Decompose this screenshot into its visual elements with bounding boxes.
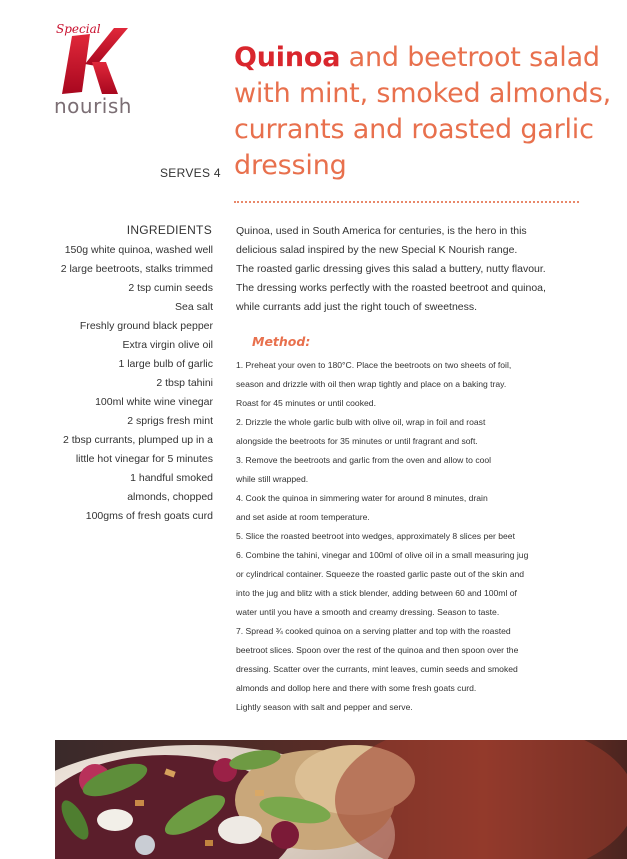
- title-rest: and beetroot salad with mint, smoked almonds, currants and roasted garlic dressing: [234, 42, 611, 181]
- method-line: 5. Slice the roasted beetroot into wedges, approximately 8 slices per beet: [236, 531, 515, 541]
- ingredient-item: Sea salt: [175, 301, 213, 313]
- method-line: 3. Remove the beetroots and garlic from the oven and allow to cool: [236, 455, 492, 465]
- intro-line: while currants add just the right touch of sweetness.: [236, 301, 478, 313]
- method-steps: [236, 356, 616, 717]
- method-line: 4. Cook the quinoa in simmering water for around 8 minutes, drain: [236, 493, 488, 503]
- ingredients-heading: INGREDIENTS: [126, 223, 212, 237]
- method-line: while still wrapped.: [236, 474, 309, 484]
- method-line: dressing. Scatter over the currants, mint leaves, cumin seeds and smoked: [236, 664, 518, 674]
- ingredient-item: Extra virgin olive oil: [122, 339, 213, 351]
- ingredient-item: 100ml white wine vinegar: [95, 396, 213, 408]
- method-line: almonds and dollop here and there with some fresh goats curd.: [236, 683, 477, 693]
- logo-nourish-text: nourish: [54, 94, 132, 118]
- ingredient-item: little hot vinegar for 5 minutes: [75, 453, 213, 465]
- intro-line: delicious salad inspired by the new Special K Nourish range.: [236, 244, 518, 256]
- serves-label: SERVES 4: [160, 166, 221, 180]
- ingredients-list: [30, 241, 213, 526]
- ingredient-item: 100gms of fresh goats curd: [85, 510, 213, 522]
- ingredient-item: 2 large beetroots, stalks trimmed: [60, 263, 213, 275]
- intro-paragraph: [236, 222, 616, 317]
- salad-photo: [55, 740, 627, 859]
- logo-special-text: Special: [56, 22, 101, 36]
- ingredient-item: Freshly ground black pepper: [79, 320, 213, 332]
- salad-photo-drawing: [55, 740, 627, 859]
- intro-line: Quinoa, used in South America for centuries, is the hero in this: [236, 225, 527, 237]
- method-line: beetroot slices. Spoon over the rest of the quinoa and then spoon over the: [236, 645, 519, 655]
- method-line: into the jug and blitz with a stick blender, adding between 60 and 100ml of: [236, 588, 517, 598]
- method-heading: Method:: [252, 334, 311, 349]
- recipe-title: [234, 40, 619, 184]
- ingredient-item: 150g white quinoa, washed well: [64, 244, 213, 256]
- intro-line: The dressing works perfectly with the roasted beetroot and quinoa,: [236, 282, 546, 294]
- method-line: or cylindrical container. Squeeze the roasted garlic paste out of the skin and: [236, 569, 525, 579]
- ingredient-item: 1 handful smoked: [130, 472, 213, 484]
- special-k-nourish-logo: [52, 22, 148, 122]
- intro-line: The roasted garlic dressing gives this salad a buttery, nutty flavour.: [236, 263, 546, 275]
- ingredient-item: almonds, chopped: [127, 491, 213, 503]
- method-line: alongside the beetroots for 35 minutes or until fragrant and soft.: [236, 436, 478, 446]
- ingredient-item: 1 large bulb of garlic: [118, 358, 213, 370]
- method-line: Roast for 45 minutes or until cooked.: [236, 398, 376, 408]
- method-line: water until you have a smooth and creamy dressing. Season to taste.: [236, 607, 500, 617]
- method-line: Lightly season with salt and pepper and serve.: [236, 702, 413, 712]
- method-line: 2. Drizzle the whole garlic bulb with olive oil, wrap in foil and roast: [236, 417, 486, 427]
- ingredient-item: 2 sprigs fresh mint: [127, 415, 213, 427]
- method-line: season and drizzle with oil then wrap tightly and place on a baking tray.: [236, 379, 507, 389]
- dotted-divider: [234, 201, 579, 203]
- method-line: and set aside at room temperature.: [236, 512, 370, 522]
- ingredient-item: 2 tbsp currants, plumped up in a: [62, 434, 213, 446]
- title-highlight: Quinoa: [234, 42, 341, 73]
- method-line: 6. Combine the tahini, vinegar and 100ml of olive oil in a small measuring jug: [236, 550, 529, 560]
- method-line: 1. Preheat your oven to 180°C. Place the beetroots on two sheets of foil,: [236, 360, 512, 370]
- ingredient-item: 2 tsp cumin seeds: [128, 282, 213, 294]
- ingredient-item: 2 tbsp tahini: [156, 377, 213, 389]
- method-line: 7. Spread ¾ cooked quinoa on a serving platter and top with the roasted: [236, 626, 511, 636]
